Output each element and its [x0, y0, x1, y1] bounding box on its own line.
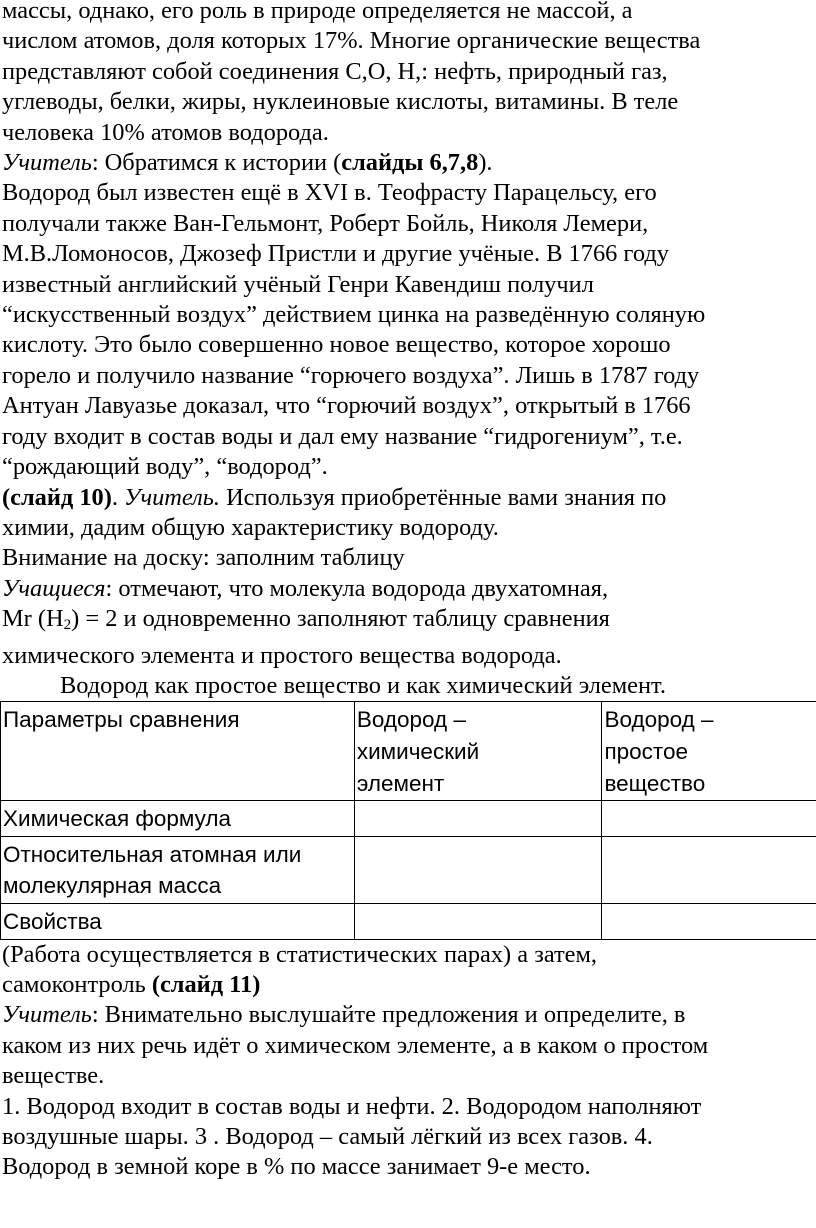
text-line: известный английский учёный Генри Кавендиш получил [2, 270, 594, 298]
teacher-text-end: ). [478, 149, 493, 177]
teacher-task-line [2, 1000, 814, 1030]
slide10-line [2, 483, 814, 513]
teacher-text: Используя приобретённые вами знания по [219, 483, 667, 511]
table-cell [602, 903, 816, 939]
table-cell: Химическая формула [1, 801, 355, 837]
text-line: человека 10% атомов водорода. [2, 118, 329, 146]
text-line: массы, однако, его роль в природе определяется не массой, а [2, 0, 633, 24]
formula-text-end: ) = 2 и одновременно заполняют таблицу сравнения [71, 605, 610, 633]
slide-reference: (слайд 10) [2, 483, 112, 511]
text-line: числом атомов, доля которых 17%. Многие органические вещества [2, 27, 701, 55]
table-header-cell: Водород – простое вещество [602, 702, 816, 801]
comparison-table [0, 701, 816, 939]
punctuation: . [111, 483, 125, 511]
teacher-text: : Обратимся к истории ( [91, 149, 342, 177]
students-text: : отмечают, что молекула водорода двухатомная, [105, 574, 609, 602]
text-line: представляют собой соединения С,О, Н,: нефть, природный газ, [2, 57, 668, 85]
table-header-cell: Водород – химический элемент [354, 702, 602, 801]
speaker-label: Учитель [2, 1001, 92, 1029]
text-line: углеводы, белки, жиры, нуклеиновые кислоты, витамины. В теле [2, 88, 679, 116]
table-cell [602, 801, 816, 837]
text-line: “искусственный воздух” действием цинка на разведённую соляную [2, 301, 706, 329]
speaker-label: Учащиеся [2, 574, 106, 602]
students-line [2, 574, 814, 604]
self-control-text: самоконтроль [2, 970, 152, 998]
text-line: кислоту. Это было совершенно новое вещество, которое хорошо [2, 331, 671, 359]
text-line: химии, дадим общую характеристику водороду. [2, 513, 499, 541]
text-line: М.В.Ломоносов, Джозеф Пристли и другие учёные. В 1766 году [2, 240, 669, 268]
slide-reference: слайды 6,7,8 [341, 149, 479, 177]
paragraph-composition [2, 0, 814, 148]
molar-mass-line [2, 604, 814, 640]
sentences-list [2, 1092, 814, 1183]
slide-reference: (слайд 11) [151, 970, 261, 998]
text-line: 1. Водород входит в состав воды и нефти. 2. Водородом наполняют [2, 1092, 702, 1120]
formula-subscript: 2 [63, 617, 72, 634]
table-header-row [1, 702, 816, 801]
formula-text: Mr (H [2, 605, 64, 633]
teacher-history-line [2, 148, 814, 178]
text-line: Водород был известен ещё в XVI в. Теофрасту Парацельсу, его [2, 179, 657, 207]
teacher-text: : Внимательно выслушайте предложения и определите, в [91, 1001, 686, 1029]
text-line: воздушные шары. 3 . Водород – самый лёгкий из всех газов. 4. [2, 1122, 653, 1150]
speaker-label: Учитель. [124, 483, 220, 511]
document-page [2, 0, 814, 1183]
text-line: веществе. [2, 1062, 105, 1090]
table-cell [354, 801, 602, 837]
speaker-label: Учитель [2, 149, 92, 177]
text-line: каком из них речь идёт о химическом элементе, а в каком о простом [2, 1031, 709, 1059]
text-line: “рождающий воду”, “водород”. [2, 453, 328, 481]
table-row [1, 801, 816, 837]
table-cell [354, 836, 602, 903]
text-line: Водород в земной коре в % по массе занимает 9-е место. [2, 1153, 591, 1181]
paragraph-history [2, 178, 814, 482]
table-caption: Водород как простое вещество и как химический элемент. [60, 671, 666, 699]
text-line: получали также Ван-Гельмонт, Роберт Бойль, Николя Лемери, [2, 209, 649, 237]
table-cell [354, 903, 602, 939]
self-control-line [2, 970, 814, 1000]
text-line: химического элемента и простого вещества водорода. [2, 641, 562, 669]
table-cell [602, 836, 816, 903]
table-cell: Свойства [1, 903, 355, 939]
table-row [1, 903, 816, 939]
text-line: году входит в состав воды и дал ему название “гидрогениум”, т.е. [2, 422, 683, 450]
table-cell: Относительная атомная или молекулярная масса [1, 836, 355, 903]
board-instruction: Внимание на доску: заполним таблицу [2, 544, 405, 572]
text-line: (Работа осуществляется в статистических парах) а затем, [2, 940, 598, 968]
text-line: Антуан Лавуазье доказал, что “горючий воздух”, открытый в 1766 [2, 392, 691, 420]
table-header-cell: Параметры сравнения [1, 702, 355, 801]
table-row [1, 836, 816, 903]
text-line: горело и получило название “горючего воздуха”. Лишь в 1787 году [2, 361, 700, 389]
